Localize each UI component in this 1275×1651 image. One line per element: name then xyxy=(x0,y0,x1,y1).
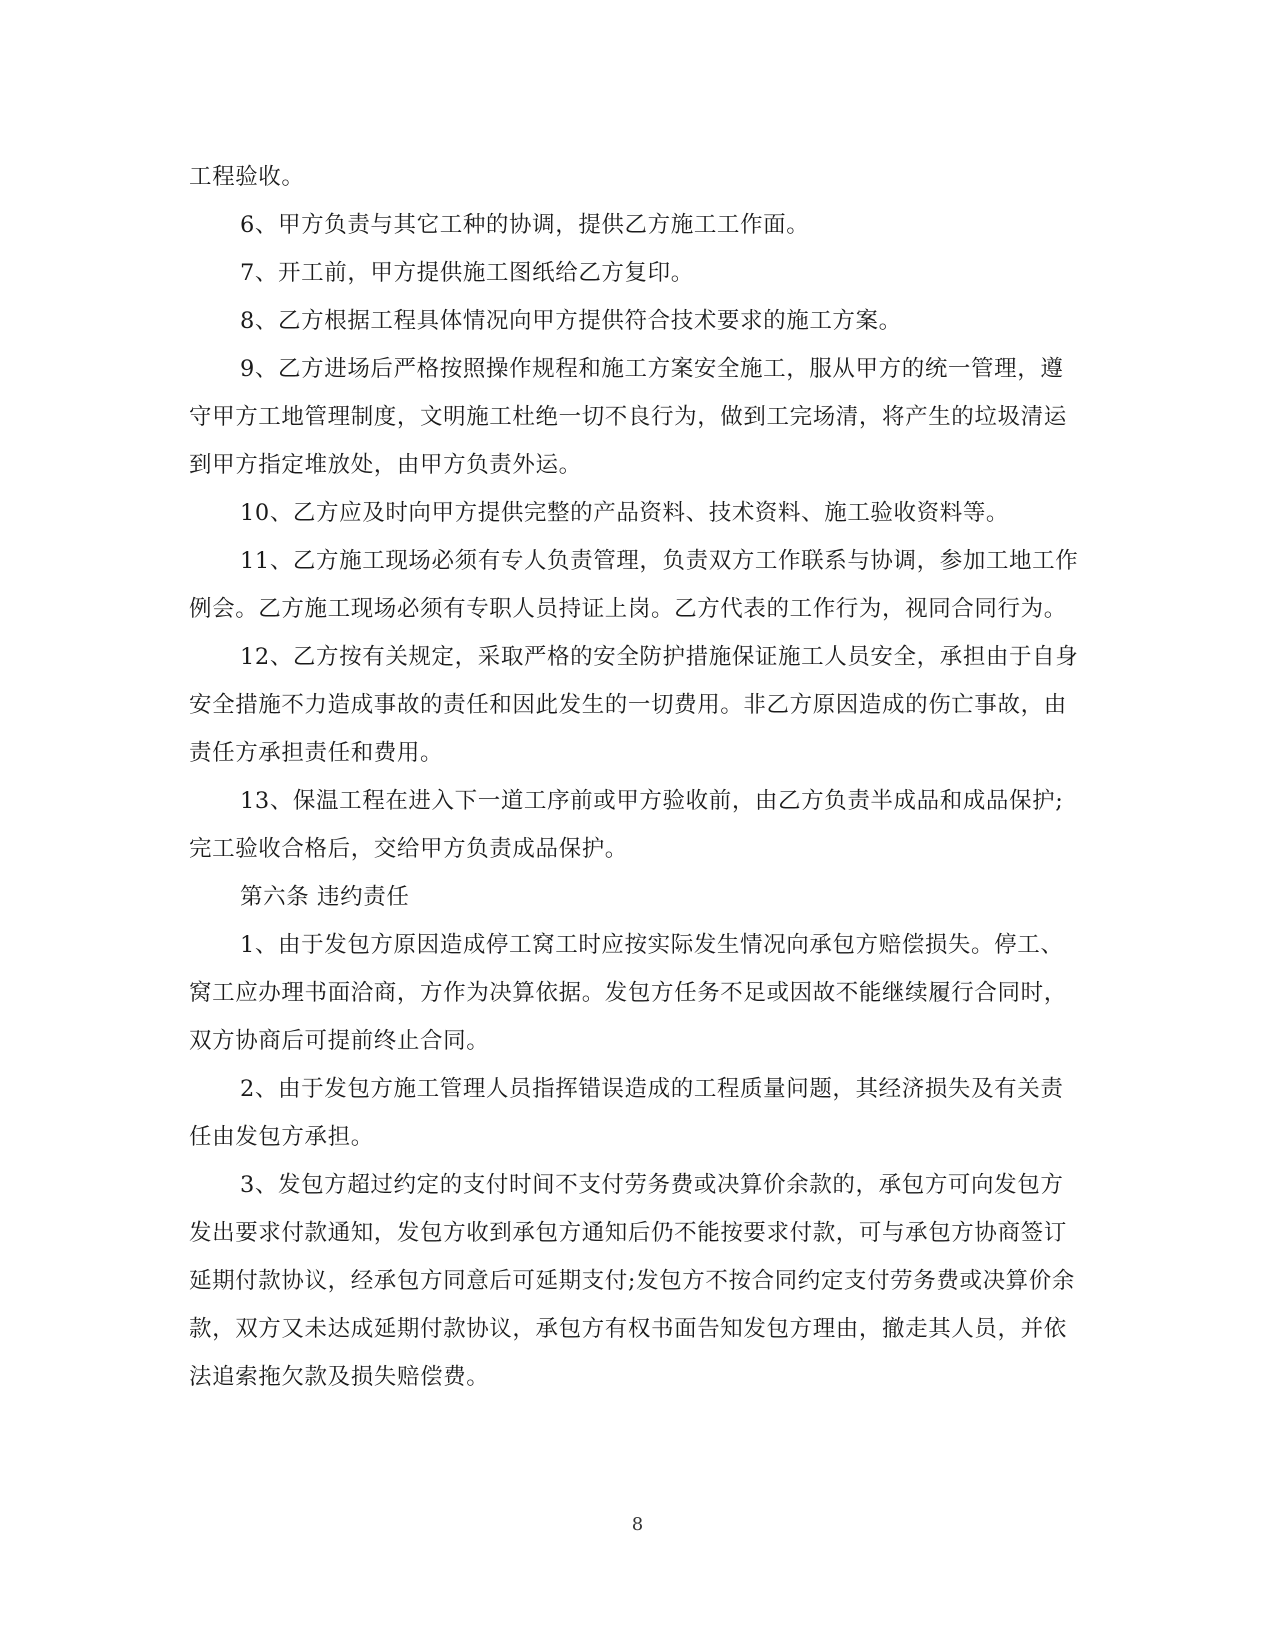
clause-9: 9、乙方进场后严格按照操作规程和施工方案安全施工，服从甲方的统一管理，遵守甲方工地管理制度，文明施工杜绝一切不良行为，做到工完场清，将产生的垃圾清运到甲方指定堆放处，由甲方负责外运。 xyxy=(189,356,1067,478)
clause-8: 8、乙方根据工程具体情况向甲方提供符合技术要求的施工方案。 xyxy=(240,308,902,334)
breach-clause-1: 1、由于发包方原因造成停工窝工时应按实际发生情况向承包方赔偿损失。停工、窝工应办理书面洽商，方作为决算依据。发包方任务不足或因故不能继续履行合同时，双方协商后可提前终止合同。 xyxy=(189,932,1067,1054)
clause-13: 13、保温工程在进入下一道工序前或甲方验收前，由乙方负责半成品和成品保护;完工验收合格后，交给甲方负责成品保护。 xyxy=(189,788,1064,862)
clause-10: 10、乙方应及时向甲方提供完整的产品资料、技术资料、施工验收资料等。 xyxy=(240,500,1010,526)
clause-11: 11、乙方施工现场必须有专人负责管理，负责双方工作联系与协调，参加工地工作例会。乙方施工现场必须有专职人员持证上岗。乙方代表的工作行为，视同合同行为。 xyxy=(189,548,1079,622)
paragraph-continuation: 工程验收。 xyxy=(189,164,305,190)
clause-7: 7、开工前，甲方提供施工图纸给乙方复印。 xyxy=(240,260,694,286)
article-heading: 第六条 违约责任 xyxy=(240,884,410,910)
clause-6: 6、甲方负责与其它工种的协调，提供乙方施工工作面。 xyxy=(240,212,810,238)
breach-clause-2: 2、由于发包方施工管理人员指挥错误造成的工程质量问题，其经济损失及有关责任由发包方承担。 xyxy=(189,1076,1064,1150)
clause-12: 12、乙方按有关规定，采取严格的安全防护措施保证施工人员安全，承担由于自身安全措施不力造成事故的责任和因此发生的一切费用。非乙方原因造成的伤亡事故，由责任方承担责任和费用。 xyxy=(189,644,1079,766)
breach-clause-3: 3、发包方超过约定的支付时间不支付劳务费或决算价余款的，承包方可向发包方发出要求付款通知，发包方收到承包方通知后仍不能按要求付款，可与承包方协商签订延期付款协议，经承包方同意后可延期支付;发包方不按合同约定支付劳务费或决算价余款，双方又未达成延期付款协议，承包方有权书面告知发包方理由，撤走其人员，并依法追索拖欠款及损失赔偿费。 xyxy=(189,1172,1075,1390)
page-number: 8 xyxy=(631,1514,644,1535)
document-body xyxy=(189,153,1081,1401)
